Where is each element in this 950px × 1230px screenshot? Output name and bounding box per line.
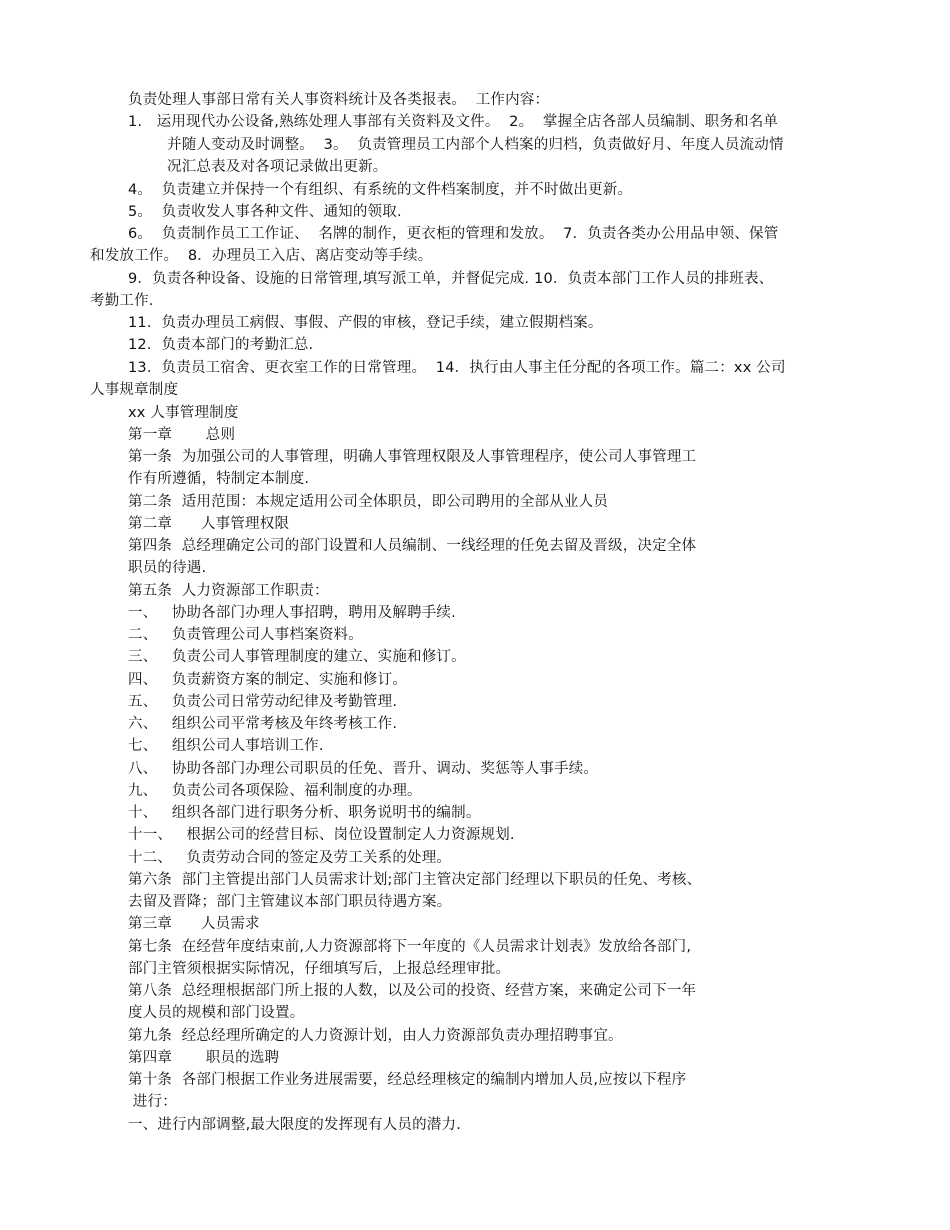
chapter-heading: 第三章 人员需求 (128, 916, 260, 932)
text-line: 进行： (128, 1094, 177, 1110)
chapter-heading: 第四章 职员的选聘 (128, 1050, 280, 1066)
text-line: 去留及晋降；部门主管建议本部门职员待遇方案。 (128, 894, 452, 910)
text-line: 6。 负责制作员工工作证、 名牌的制作，更衣柜的管理和发放。 7．负责各类办公用品申领、保管 (128, 226, 779, 242)
text-line: 12．负责本部门的考勤汇总. (128, 337, 314, 353)
text-line: 度人员的规模和部门设置。 (128, 1005, 305, 1021)
text-line: 和发放工作。 8．办理员工入店、离店变动等手续。 (90, 248, 433, 264)
text-line: 4。 负责建立并保持一个有组织、有系统的文件档案制度，并不时做出更新。 (128, 182, 633, 198)
text-line: 第四条 总经理确定公司的部门设置和人员编制、一线经理的任免去留及晋级，决定全体 (128, 538, 697, 554)
text-line: 第一条 为加强公司的人事管理，明确人事管理权限及人事管理程序，使公司人事管理工 (128, 449, 697, 465)
text-line: 并随人变动及时调整。 3。 负责管理员工内部个人档案的归档，负责做好月、年度人员流动情 (167, 137, 784, 153)
doc-title: xx 人事管理制度 (128, 405, 239, 421)
text-line: 作有所遵循，特制定本制度. (128, 471, 310, 487)
list-item: 八、 协助各部门办理公司职员的任免、晋升、调动、奖惩等人事手续。 (128, 761, 599, 777)
text-line: 第七条 在经营年度结束前,人力资源部将下一年度的《人员需求计划表》发放给各部门, (128, 939, 692, 955)
text-line: 一、进行内部调整,最大限度的发挥现有人员的潜力. (128, 1117, 462, 1133)
text-line: 13．负责员工宿舍、更衣室工作的日常管理。 14．执行由人事主任分配的各项工作。篇二：xx 公司 (128, 360, 786, 376)
text-line: 人事规章制度 (90, 382, 179, 398)
list-item: 十二、 负责劳动合同的签定及劳工关系的处理。 (128, 850, 452, 866)
text-line: 11．负责办理员工病假、事假、产假的审核，登记手续，建立假期档案。 (128, 315, 603, 331)
list-item: 十一、 根据公司的经营目标、岗位设置制定人力资源规划. (128, 827, 515, 843)
text-line: 负责处理人事部日常有关人事资料统计及各类报表。 工作内容： (128, 92, 550, 108)
text-line: 部门主管须根据实际情况，仔细填写后，上报总经理审批。 (128, 961, 511, 977)
chapter-heading: 第二章 人事管理权限 (128, 516, 290, 532)
text-line: 考勤工作. (90, 293, 154, 309)
list-item: 四、 负责薪资方案的制定、实施和修订。 (128, 672, 408, 688)
chapter-heading: 第一章 总则 (128, 427, 236, 443)
list-item: 三、 负责公司人事管理制度的建立、实施和修订。 (128, 649, 466, 665)
text-line: 第六条 部门主管提出部门人员需求计划;部门主管决定部门经理以下职员的任免、考核、 (128, 872, 702, 888)
list-item: 十、 组织各部门进行职务分析、职务说明书的编制。 (128, 805, 481, 821)
text-line: 职员的待遇. (128, 560, 207, 576)
text-line: 9．负责各种设备、设施的日常管理,填写派工单，并督促完成. 10．负责本部门工作人员的排班表、 (128, 271, 774, 287)
text-line: 5。 负责收发人事各种文件、通知的领取. (128, 204, 402, 220)
list-item: 七、 组织公司人事培训工作. (128, 738, 324, 754)
text-line: 1. 运用现代办公设备,熟练处理人事部有关资料及文件。 2。 掌握全店各部人员编制、职务和名单 (128, 114, 779, 130)
list-item: 二、 负责管理公司人事档案资料。 (128, 627, 363, 643)
text-line: 第二条 适用范围：本规定适用公司全体职员，即公司聘用的全部从业人员 (128, 494, 609, 510)
text-line: 况汇总表及对各项记录做出更新。 (167, 159, 388, 175)
list-item: 一、 协助各部门办理人事招聘，聘用及解聘手续. (128, 605, 456, 621)
text-line: 第九条 经总经理所确定的人力资源计划，由人力资源部负责办理招聘事宜。 (128, 1028, 623, 1044)
list-item: 六、 组织公司平常考核及年终考核工作. (128, 716, 398, 732)
text-line: 第五条 人力资源部工作职责： (128, 583, 329, 599)
list-item: 五、 负责公司日常劳动纪律及考勤管理. (128, 694, 398, 710)
list-item: 九、 负责公司各项保险、福利制度的办理。 (128, 783, 422, 799)
text-line: 第十条 各部门根据工作业务进展需要，经总经理核定的编制内增加人员,应按以下程序 (128, 1072, 687, 1088)
text-line: 第八条 总经理根据部门所上报的人数，以及公司的投资、经营方案，来确定公司下一年 (128, 983, 697, 999)
